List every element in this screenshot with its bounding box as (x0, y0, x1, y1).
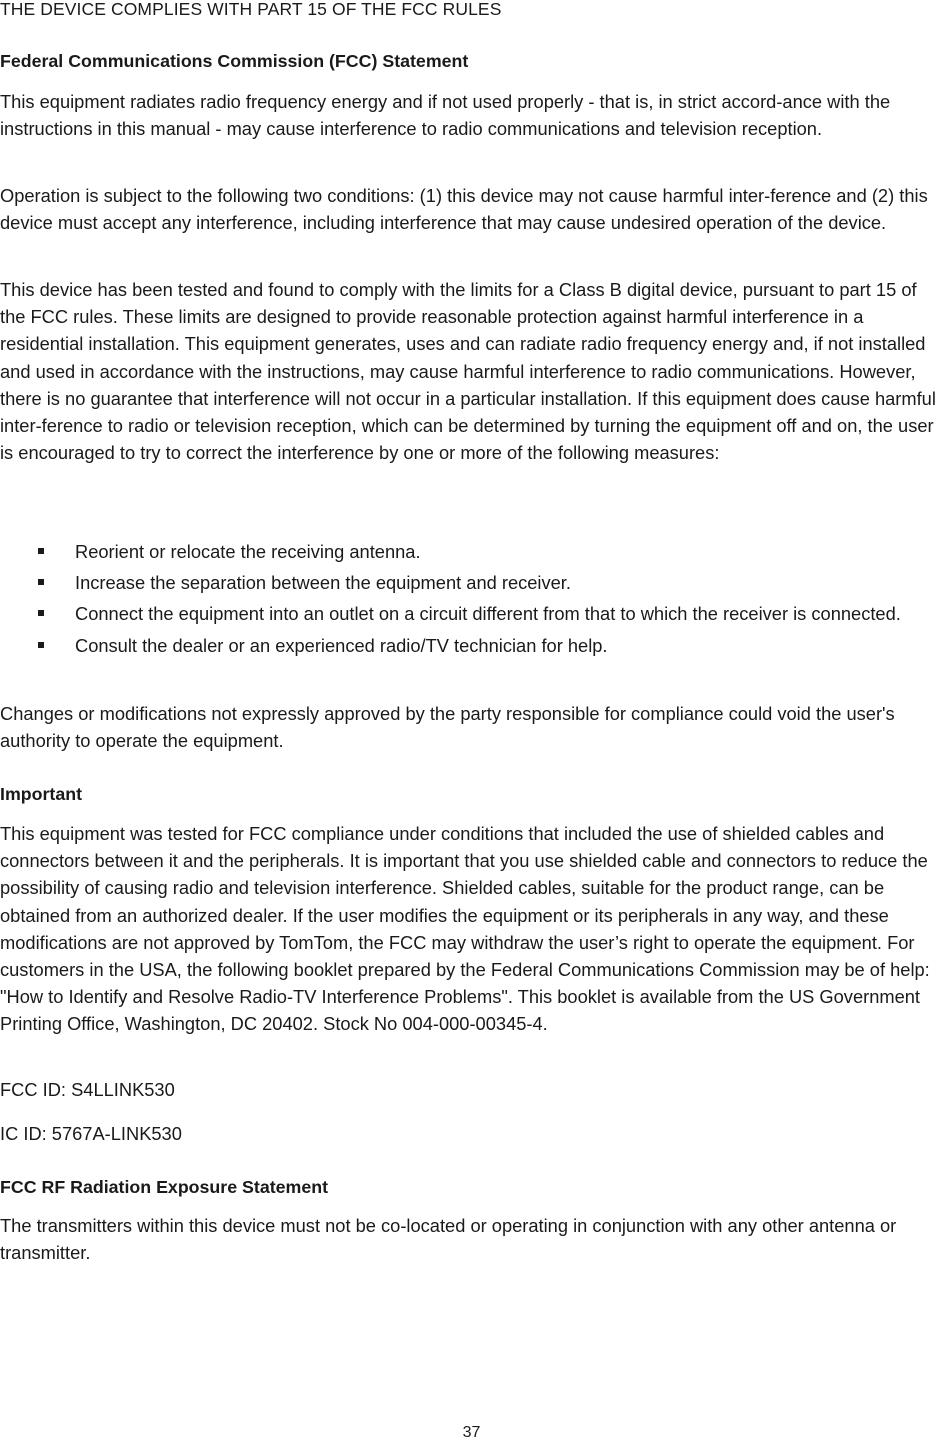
ic-id: IC ID: 5767A-LINK530 (0, 1123, 182, 1144)
bullet-square-icon (38, 610, 44, 616)
bullet-square-icon (38, 579, 44, 585)
page-header: THE DEVICE COMPLIES WITH PART 15 OF THE FCC RULES (0, 0, 502, 19)
bullet-square-icon (38, 642, 44, 648)
rf-exposure-heading: FCC RF Radiation Exposure Statement (0, 1177, 329, 1197)
list-item-text: Increase the separation between the equipment and receiver. (75, 572, 571, 594)
list-item (0, 600, 940, 627)
fcc-statement-paragraph-1: This equipment radiates radio frequency energy and if not used properly - that is, in strict accord-ance with the instructions in this manual - may cause interference to radio communications and television reception. (0, 91, 891, 140)
rf-exposure-paragraph: The transmitters within this device must not be co-located or operating in conjunction with any other antenna or transmitter. (0, 1215, 897, 1264)
list-item-text: Reorient or relocate the receiving antenna. (75, 541, 421, 562)
list-item-text: Consult the dealer or an experienced radio/TV technician for help. (75, 634, 608, 656)
list-item-text: Connect the equipment into an outlet on a circuit different from that to which the receiver is connected. (75, 603, 901, 625)
list-item (0, 632, 940, 659)
fcc-statement-paragraph-2: Operation is subject to the following two conditions: (1) this device may not cause harmful inter-ference and (2) this device must accept any interference, including interference that may cause undesired operation of the device. (0, 185, 928, 234)
fcc-id: FCC ID: S4LLINK530 (0, 1079, 175, 1100)
list-item (0, 569, 940, 596)
page-number: 37 (462, 1424, 481, 1441)
interference-measures-list (0, 538, 940, 663)
fcc-statement-paragraph-3: This device has been tested and found to comply with the limits for a Class B digital device, pursuant to part 15 of the FCC rules. These limits are designed to provide reasonable protection against harmful interference in a residential installation. This equipment generates, uses and can radiate radio frequency energy and, if not installed and used in accordance with the instructions, may cause harmful interference to radio communications. However, there is no guarantee that interference will not occur in a particular installation. If this equipment does cause harmful inter-ference to radio or television reception, which can be determined by turning the equipment off and on, the user is encouraged to try to correct the interference by one or more of the following measures: (0, 279, 936, 464)
fcc-statement-heading: Federal Communications Commission (FCC) Statement (0, 51, 469, 71)
list-item (0, 538, 940, 565)
important-paragraph: This equipment was tested for FCC compliance under conditions that included the use of shielded cables and connectors between it and the peripherals. It is important that you use shielded cable and connectors to reduce the possibility of causing radio and television interference. Shielded cables, suitable for the product range, can be obtained from an authorized dealer. If the user modifies the equipment or its peripherals in any way, and these modifications are not approved by TomTom, the FCC may withdraw the user’s right to operate the equipment. For customers in the USA, the following booklet prepared by the Federal Communications Commission may be of help: "How to Identify and Resolve Radio-TV Interference Problems". This booklet is available from the US Government Printing Office, Washington, DC 20402. Stock No 004-000-00345-4. (0, 823, 930, 1035)
bullet-square-icon (38, 548, 44, 554)
fcc-statement-paragraph-4: Changes or modifications not expressly approved by the party responsible for compliance could void the user's authority to operate the equipment. (0, 703, 895, 752)
important-heading: Important (0, 784, 82, 804)
